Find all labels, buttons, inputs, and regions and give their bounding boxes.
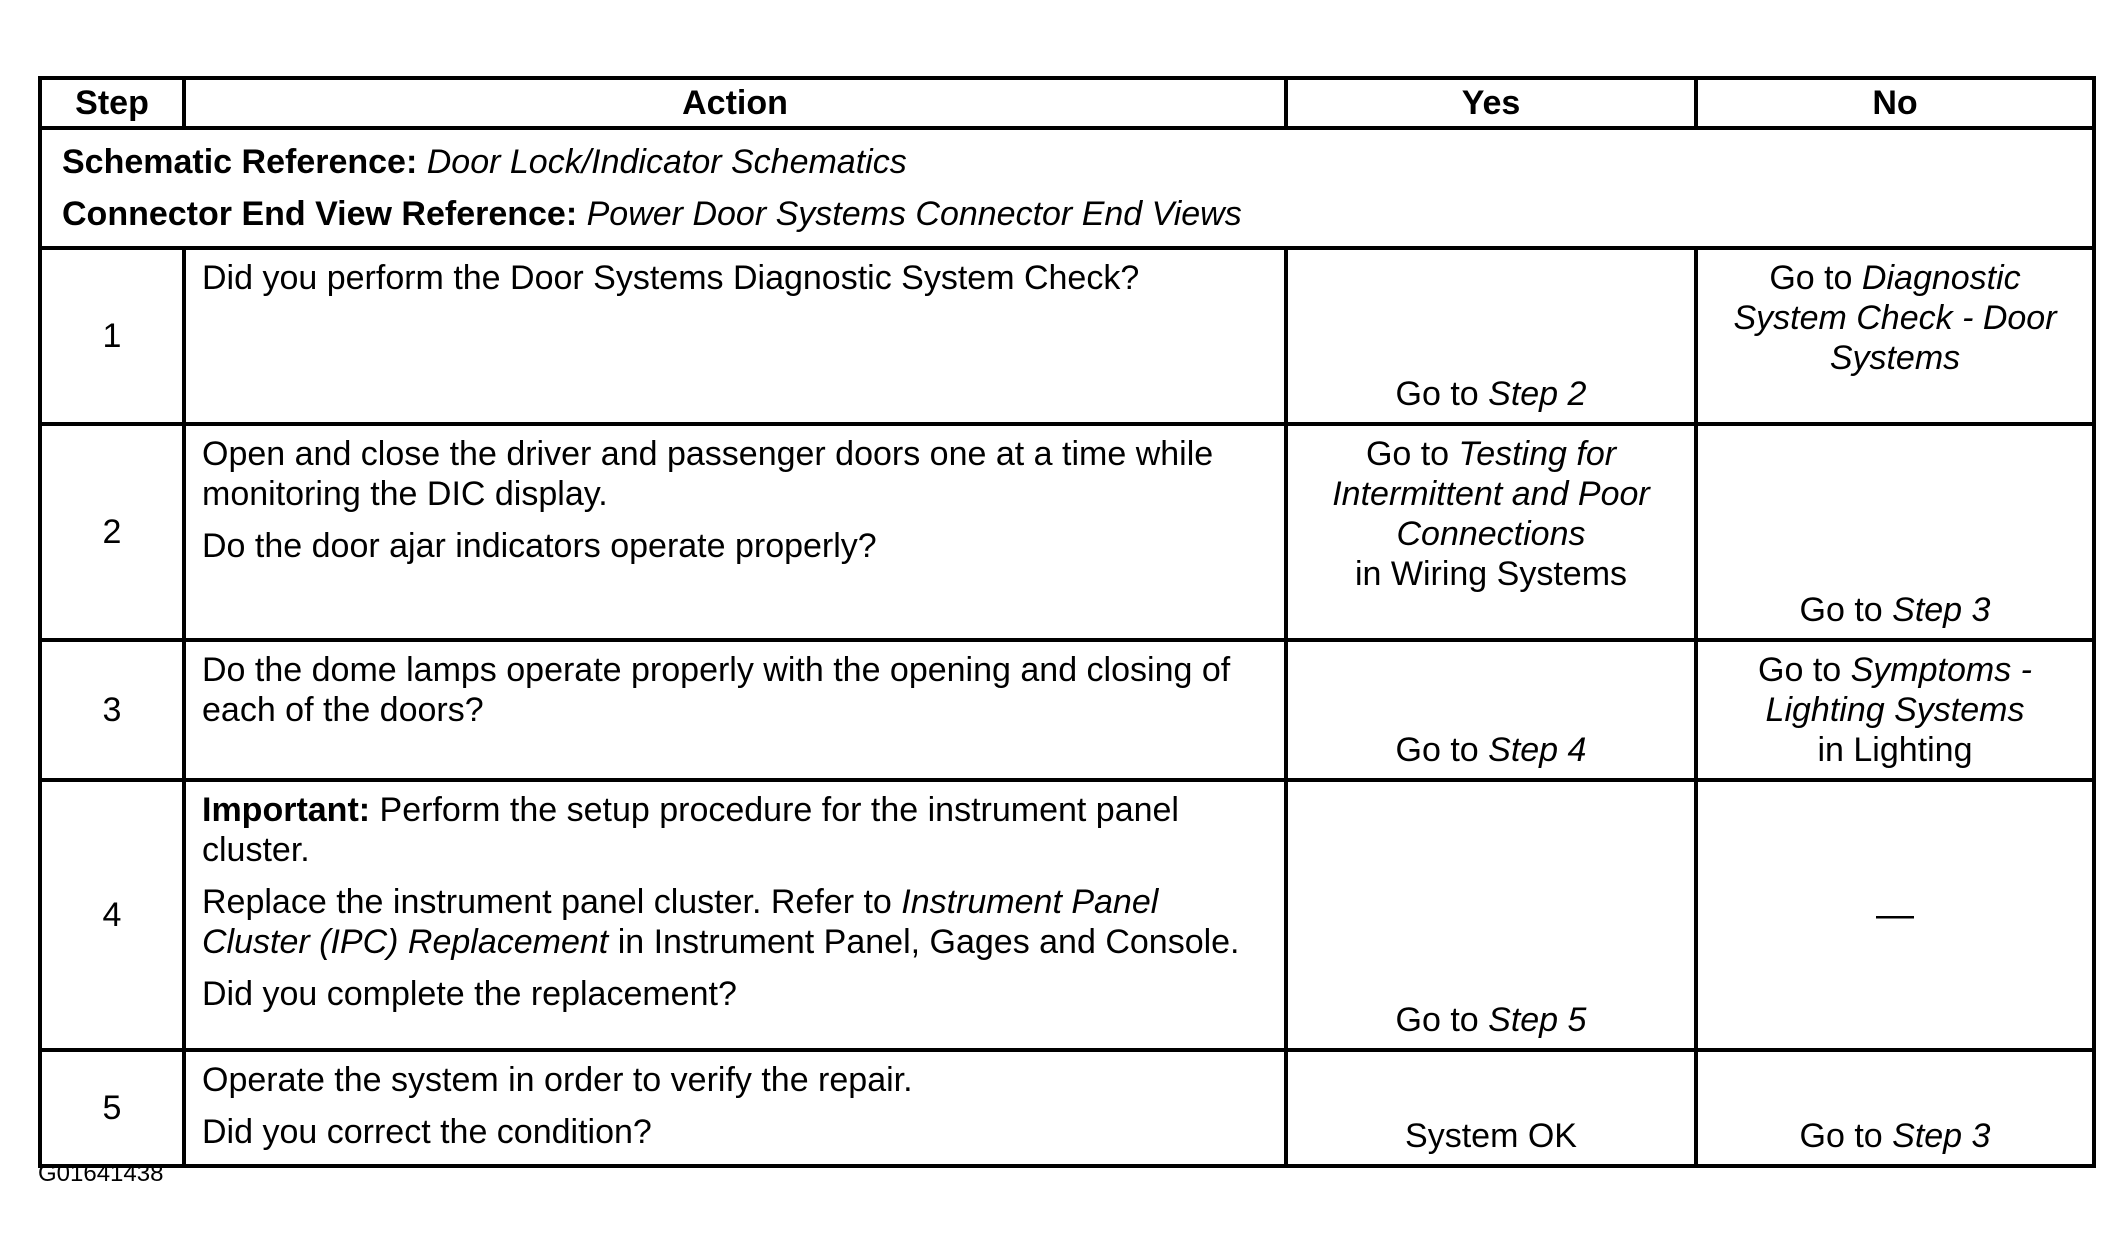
yes-text: System OK	[1405, 1117, 1577, 1155]
action-text: Operate the system in order to verify the repair.	[202, 1061, 913, 1099]
table-row	[40, 1050, 2094, 1166]
yes-cell	[1286, 424, 1696, 640]
schematic-label: Schematic Reference:	[62, 143, 418, 181]
no-cell	[1696, 248, 2094, 424]
no-suffix: in Lighting	[1817, 731, 1973, 769]
no-link[interactable]: Diagnostic System Check - Door Systems	[1733, 259, 2057, 377]
table-row	[40, 780, 2094, 1050]
yes-link[interactable]: Step 5	[1488, 1001, 1587, 1039]
schematic-link[interactable]: Door Lock/Indicator Schematics	[426, 143, 907, 181]
no-dash: —	[1876, 893, 1914, 936]
diagnostic-table-container	[38, 76, 2092, 1168]
action-question: Did you complete the replacement?	[202, 975, 737, 1013]
action-cell	[184, 424, 1286, 640]
yes-cell	[1286, 248, 1696, 424]
no-cell	[1696, 424, 2094, 640]
header-row	[40, 78, 2094, 128]
replace-text: Replace the instrument panel cluster. Refer to	[202, 883, 902, 921]
step-number: 3	[40, 640, 184, 780]
connector-link[interactable]: Power Door Systems Connector End Views	[586, 195, 1242, 233]
replace-suffix: in Instrument Panel, Gages and Console.	[608, 923, 1240, 961]
action-question: Do the door ajar indicators operate properly?	[202, 527, 877, 565]
step-number: 4	[40, 780, 184, 1050]
yes-cell	[1286, 1050, 1696, 1166]
connector-label: Connector End View Reference:	[62, 195, 578, 233]
yes-prefix: Go to	[1395, 731, 1489, 769]
yes-prefix: Go to	[1365, 435, 1459, 473]
no-link[interactable]: Symptoms - Lighting Systems	[1765, 651, 2032, 729]
yes-suffix: in Wiring Systems	[1354, 555, 1628, 593]
action-cell	[184, 1050, 1286, 1166]
no-cell	[1696, 640, 2094, 780]
step-number: 2	[40, 424, 184, 640]
header-yes: Yes	[1286, 78, 1696, 128]
yes-cell	[1286, 780, 1696, 1050]
yes-prefix: Go to	[1395, 1001, 1489, 1039]
reference-row	[40, 128, 2094, 248]
no-cell	[1696, 780, 2094, 1050]
yes-prefix: Go to	[1395, 375, 1489, 413]
important-label: Important:	[202, 791, 371, 829]
action-text: Do the dome lamps operate properly with the opening and closing of each of the doors?	[202, 651, 1231, 729]
reference-cell	[40, 128, 2094, 248]
no-cell	[1696, 1050, 2094, 1166]
connector-reference	[62, 188, 2072, 240]
no-prefix: Go to	[1758, 651, 1851, 689]
table-row	[40, 640, 2094, 780]
replace-instruction	[202, 882, 1268, 962]
header-action: Action	[184, 78, 1286, 128]
figure-id: G01641438	[38, 1160, 164, 1187]
table-row	[40, 424, 2094, 640]
action-text: Open and close the driver and passenger doors one at a time while monitoring the DIC display.	[202, 435, 1214, 513]
action-text: Did you perform the Door Systems Diagnostic System Check?	[202, 259, 1140, 297]
action-cell	[184, 640, 1286, 780]
action-question: Did you correct the condition?	[202, 1113, 652, 1151]
no-prefix: Go to	[1769, 259, 1862, 297]
diagnostic-table	[38, 76, 2096, 1168]
header-no: No	[1696, 78, 2094, 128]
important-note	[202, 790, 1268, 870]
action-cell	[184, 248, 1286, 424]
replace-link[interactable]: Instrument Panel Cluster (IPC) Replacement	[202, 883, 1159, 961]
yes-link[interactable]: Step 2	[1488, 375, 1587, 413]
no-prefix: Go to	[1799, 1117, 1893, 1155]
yes-link[interactable]: Testing for Intermittent and Poor Connections	[1332, 435, 1650, 553]
action-cell	[184, 780, 1286, 1050]
yes-link[interactable]: Step 4	[1488, 731, 1587, 769]
step-number: 5	[40, 1050, 184, 1166]
no-prefix: Go to	[1799, 591, 1893, 629]
no-link[interactable]: Step 3	[1892, 1117, 1991, 1155]
header-step: Step	[40, 78, 184, 128]
schematic-reference	[62, 136, 2072, 188]
no-link[interactable]: Step 3	[1892, 591, 1991, 629]
step-number: 1	[40, 248, 184, 424]
table-row	[40, 248, 2094, 424]
yes-cell	[1286, 640, 1696, 780]
important-text: Perform the setup procedure for the instrument panel cluster.	[202, 791, 1179, 869]
